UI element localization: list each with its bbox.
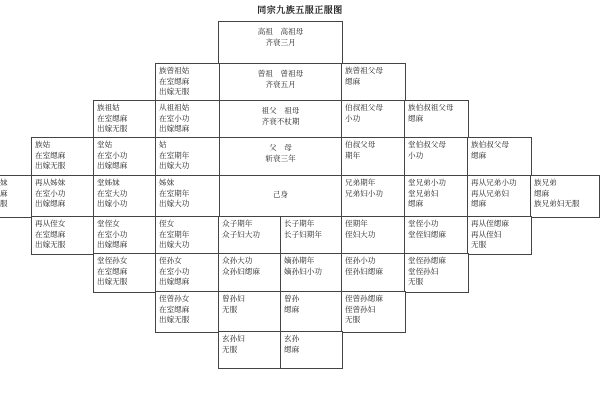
- cell-line: 小功: [345, 113, 361, 123]
- cell-zu-bofu: [467, 137, 532, 177]
- cell-line: 众子妇大功: [222, 229, 260, 239]
- cell-xuansun: [280, 331, 343, 369]
- cell-zaicong-zimei: [31, 175, 95, 218]
- cell-line: 堂兄弟妇: [408, 188, 439, 198]
- cell-line: 齐衰五月: [265, 79, 296, 89]
- cell-zhi: [341, 216, 406, 255]
- cell-line: 再从姊妹: [35, 178, 66, 187]
- cell-line: 族兄弟: [534, 178, 557, 187]
- cell-line: 缌麻: [408, 113, 424, 123]
- cell-line: 侄孙女: [159, 256, 182, 265]
- cell-line: 族曾祖姑: [159, 66, 190, 75]
- cell-line: 在室小功: [35, 188, 66, 198]
- cell-zhinv: [155, 216, 220, 255]
- cell-line: 在室小功: [159, 113, 190, 123]
- cell-line: 曾孙妇: [222, 294, 245, 303]
- cell-line: 出嫁缌麻: [159, 124, 190, 133]
- cell-line: 嫡孙妇小功: [284, 266, 322, 276]
- cell-line: 出嫁小功: [97, 199, 128, 208]
- cell-line: 堂侄孙缌麻: [408, 256, 446, 265]
- cell-zu: [218, 100, 343, 139]
- cell-zhizeng-nv: [155, 291, 220, 333]
- cell-line: 伯叔祖父母: [345, 103, 383, 112]
- cell-line: 从祖祖姑: [159, 103, 190, 112]
- cell-line: 齐衰不杖期: [261, 116, 300, 126]
- cell-line: 再从兄弟小功: [471, 178, 517, 187]
- cell-line: 长子妇期年: [284, 229, 322, 239]
- cell-line: 众子期年: [222, 219, 253, 228]
- cell-zaicong-zhi: [467, 216, 532, 255]
- cell-line: 麻: [0, 188, 8, 198]
- cell-line: 出嫁无服: [35, 161, 66, 170]
- cell-zu-zengzufu: [341, 63, 406, 102]
- cell-line: 己身: [272, 190, 289, 199]
- cell-line: 曾祖 曾祖母: [257, 69, 304, 78]
- cell-line: 再从侄缌麻: [471, 219, 509, 228]
- cell-line: 族姑: [35, 140, 51, 149]
- cell-line: 在室缌麻: [35, 229, 66, 239]
- cell-line: 玄孙: [284, 334, 300, 343]
- cell-line: 服: [0, 199, 8, 208]
- cell-line: 在室小功: [97, 229, 128, 239]
- cell-line: 父 母: [269, 143, 292, 152]
- cell-line: 兄弟期年: [345, 178, 376, 187]
- cell-line: 缌麻: [284, 304, 300, 314]
- cell-line: 在室小功: [97, 150, 128, 160]
- cell-line: 姑: [159, 140, 167, 149]
- cell-line: 无服: [408, 277, 424, 286]
- cell-left-edge: [0, 175, 33, 218]
- cell-line: 在室期年: [159, 188, 190, 198]
- cell-line: 期年: [345, 150, 361, 160]
- cell-line: 侄孙小功: [345, 256, 376, 265]
- cell-line: 出嫁大功: [159, 199, 190, 208]
- cell-zengzu: [218, 63, 343, 102]
- cell-line: 堂侄小功: [408, 219, 439, 228]
- cell-tang-zhisun-nv: [93, 253, 157, 293]
- cell-line: 无服: [222, 304, 238, 314]
- cell-line: 堂侄妇缌麻: [408, 229, 446, 239]
- cell-line: 族曾祖父母: [345, 66, 383, 75]
- cell-zaicong-zhinv: [31, 216, 95, 255]
- cell-line: 出嫁缌麻: [159, 277, 190, 286]
- cell-line: 堂侄孙女: [97, 256, 128, 265]
- cell-line: 齐衰三月: [265, 37, 296, 47]
- cell-line: 缌麻: [471, 199, 487, 208]
- cell-tang-zhinv: [93, 216, 157, 255]
- cell-line: 在室缌麻: [97, 266, 128, 276]
- cell-line: 侄曾孙妇: [345, 304, 376, 314]
- cell-line: 族伯叔父母: [471, 140, 509, 149]
- cell-line: 斩衰三年: [265, 153, 296, 163]
- cell-line: 出嫁大功: [159, 240, 190, 249]
- cell-line: 出嫁无服: [97, 277, 128, 286]
- cell-line: 堂姊妹: [97, 178, 120, 187]
- cell-line: 再从侄妇: [471, 229, 502, 239]
- cell-xuansun-fu: [218, 331, 282, 369]
- cell-disun: [280, 253, 343, 293]
- cell-line: 侄期年: [345, 219, 368, 228]
- cell-line: 缌麻: [284, 344, 300, 354]
- cell-line: 高祖 高祖母: [257, 27, 304, 36]
- cell-line: 出嫁缌麻: [97, 240, 128, 249]
- cell-zengsun: [280, 291, 343, 333]
- cell-congzuzugu: [155, 100, 220, 139]
- cell-line: 妹: [0, 178, 8, 187]
- cell-zugu: [31, 137, 95, 177]
- cell-line: 侄孙妇缌麻: [345, 266, 383, 276]
- cell-line: 无服: [222, 344, 238, 354]
- cell-line: 伯叔父母: [345, 140, 376, 149]
- cell-line: 在室缌麻: [97, 113, 128, 123]
- cell-fu: [218, 137, 343, 177]
- cell-gaozu: [218, 21, 343, 65]
- cell-line: 兄弟妇小功: [345, 188, 383, 198]
- cell-zhangzi: [280, 216, 343, 255]
- cell-line: 堂伯叔父母: [408, 140, 446, 149]
- cell-line: 小功: [408, 150, 424, 160]
- cell-line: 出嫁缌麻: [35, 199, 66, 208]
- cell-line: 族兄弟妇无服: [534, 199, 580, 208]
- cell-line: 在室缌麻: [159, 76, 190, 86]
- cell-bozufu: [341, 100, 406, 139]
- cell-line: 缌麻: [471, 150, 487, 160]
- cell-line: 堂侄孙妇: [408, 266, 439, 276]
- cell-line: 缌麻: [408, 199, 424, 208]
- cell-line: 再从兄弟妇: [471, 188, 509, 198]
- cell-line: 族祖姑: [97, 103, 120, 112]
- cell-line: 侄女: [159, 219, 175, 228]
- cell-zu-zengzugu: [155, 63, 220, 102]
- cell-line: 缌麻: [345, 76, 361, 86]
- cell-line: 在室期年: [159, 150, 190, 160]
- cell-line: 出嫁无服: [35, 240, 66, 249]
- cell-line: 族伯叔祖父母: [408, 103, 454, 112]
- cell-line: 嫡孙期年: [284, 256, 315, 265]
- cell-zuzugu: [93, 100, 157, 139]
- cell-tang-zhi: [404, 216, 469, 255]
- cell-line: 出嫁无服: [159, 315, 190, 324]
- cell-zhongsun: [218, 253, 282, 293]
- cell-line: 出嫁缌麻: [97, 161, 128, 170]
- cell-line: 在室缌麻: [35, 150, 66, 160]
- cell-line: 堂兄弟小功: [408, 178, 446, 187]
- cell-line: 侄曾孙缌麻: [345, 294, 383, 303]
- cell-line: 众孙妇缌麻: [222, 266, 260, 276]
- cell-line: 众孙大功: [222, 256, 253, 265]
- cell-line: 在室缌麻: [159, 304, 190, 314]
- cell-zhongzi: [218, 216, 282, 255]
- cell-line: 无服: [471, 240, 487, 249]
- cell-gu: [155, 137, 220, 177]
- cell-line: 无服: [345, 315, 361, 324]
- cell-zaicong-xiongdi: [467, 175, 532, 218]
- cell-line: 侄曾孙女: [159, 294, 190, 303]
- cell-line: 出嫁无服: [97, 124, 128, 133]
- cell-line: 堂侄女: [97, 219, 120, 228]
- cell-line: 出嫁大功: [159, 161, 190, 170]
- cell-tanggu: [93, 137, 157, 177]
- cell-line: 出嫁无服: [159, 87, 190, 96]
- cell-zhisun-nv: [155, 253, 220, 293]
- cell-tang-xiongdi: [404, 175, 469, 218]
- cell-line: 在室大功: [97, 188, 128, 198]
- cell-line: 在室小功: [159, 266, 190, 276]
- cell-zu-xiongdi: [530, 175, 600, 218]
- cell-line: 侄妇大功: [345, 229, 376, 239]
- cell-zhisun: [341, 253, 406, 293]
- cell-line: 祖父 祖母: [261, 106, 300, 115]
- cell-ji: [218, 175, 343, 218]
- cell-line: 堂姑: [97, 140, 113, 149]
- cell-zimei: [155, 175, 220, 218]
- cell-line: 玄孙妇: [222, 334, 245, 343]
- cell-zengsun-fu: [218, 291, 282, 333]
- cell-line: 曾孙: [284, 294, 300, 303]
- cell-line: 在室期年: [159, 229, 190, 239]
- cell-xiongdi: [341, 175, 406, 218]
- cell-tang-zhisun: [404, 253, 469, 293]
- cell-line: 姊妹: [159, 178, 175, 187]
- cell-bofu: [341, 137, 406, 177]
- cell-line: 长子期年: [284, 219, 315, 228]
- cell-line: 再从侄女: [35, 219, 66, 228]
- diagram-title: 同宗九族五服正服图: [257, 6, 343, 16]
- cell-line: 缌麻: [534, 188, 550, 198]
- cell-zhizeng: [341, 291, 406, 333]
- cell-tang-bofu: [404, 137, 469, 177]
- cell-tang-zimei: [93, 175, 157, 218]
- cell-zu-bozufu: [404, 100, 469, 139]
